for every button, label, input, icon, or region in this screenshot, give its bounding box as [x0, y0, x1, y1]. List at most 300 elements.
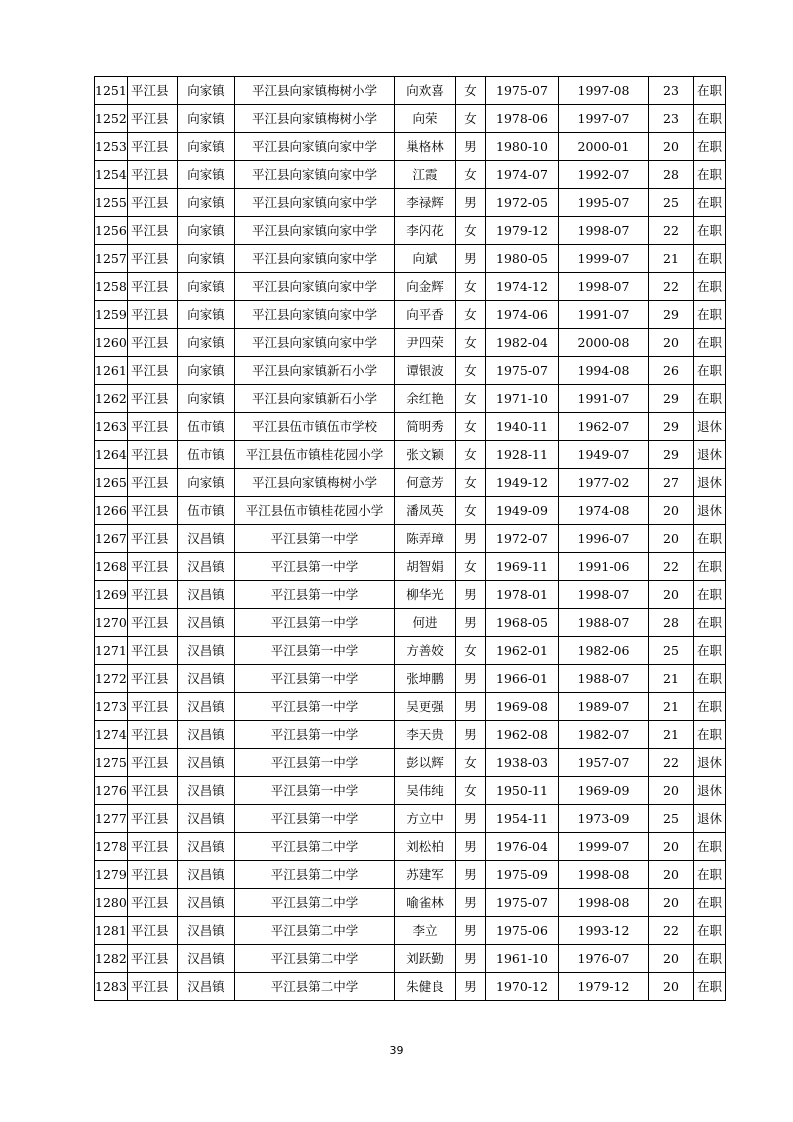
cell-county: 平江县	[128, 609, 178, 637]
cell-town: 汉昌镇	[178, 693, 235, 721]
cell-gender: 男	[456, 665, 486, 693]
cell-sequence-number: 1267	[95, 525, 128, 553]
cell-work-start-date: 1998-08	[559, 889, 649, 917]
cell-county: 平江县	[128, 133, 178, 161]
table-row	[95, 945, 726, 973]
cell-name: 尹四荣	[395, 329, 456, 357]
cell-years: 25	[649, 805, 694, 833]
cell-name: 向平香	[395, 301, 456, 329]
cell-school: 平江县向家镇向家中学	[235, 273, 395, 301]
cell-gender: 男	[456, 945, 486, 973]
cell-gender: 女	[456, 413, 486, 441]
cell-birth-date: 1975-06	[486, 917, 559, 945]
cell-work-start-date: 1957-07	[559, 749, 649, 777]
cell-school: 平江县第一中学	[235, 609, 395, 637]
cell-work-start-date: 1974-08	[559, 497, 649, 525]
cell-years: 20	[649, 329, 694, 357]
cell-status: 在职	[694, 245, 726, 273]
cell-status: 在职	[694, 133, 726, 161]
cell-sequence-number: 1260	[95, 329, 128, 357]
cell-county: 平江县	[128, 105, 178, 133]
cell-county: 平江县	[128, 469, 178, 497]
cell-years: 28	[649, 161, 694, 189]
cell-town: 伍市镇	[178, 413, 235, 441]
cell-county: 平江县	[128, 525, 178, 553]
cell-school: 平江县伍市镇桂花园小学	[235, 441, 395, 469]
cell-years: 22	[649, 749, 694, 777]
cell-work-start-date: 1988-07	[559, 665, 649, 693]
cell-county: 平江县	[128, 413, 178, 441]
cell-town: 伍市镇	[178, 497, 235, 525]
table-row	[95, 665, 726, 693]
cell-years: 20	[649, 133, 694, 161]
cell-town: 向家镇	[178, 133, 235, 161]
cell-sequence-number: 1257	[95, 245, 128, 273]
cell-birth-date: 1949-09	[486, 497, 559, 525]
cell-school: 平江县第二中学	[235, 889, 395, 917]
cell-name: 吴伟纯	[395, 777, 456, 805]
cell-birth-date: 1975-07	[486, 889, 559, 917]
table-row	[95, 805, 726, 833]
cell-status: 在职	[694, 833, 726, 861]
cell-years: 23	[649, 105, 694, 133]
cell-town: 汉昌镇	[178, 861, 235, 889]
cell-work-start-date: 1969-09	[559, 777, 649, 805]
cell-sequence-number: 1281	[95, 917, 128, 945]
cell-school: 平江县向家镇向家中学	[235, 161, 395, 189]
cell-town: 伍市镇	[178, 441, 235, 469]
cell-name: 喻雀林	[395, 889, 456, 917]
cell-town: 向家镇	[178, 189, 235, 217]
cell-years: 29	[649, 385, 694, 413]
cell-name: 何意芳	[395, 469, 456, 497]
cell-school: 平江县第一中学	[235, 693, 395, 721]
cell-county: 平江县	[128, 245, 178, 273]
cell-work-start-date: 1998-07	[559, 273, 649, 301]
cell-status: 在职	[694, 105, 726, 133]
cell-sequence-number: 1256	[95, 217, 128, 245]
cell-gender: 女	[456, 385, 486, 413]
cell-status: 在职	[694, 329, 726, 357]
cell-status: 退休	[694, 441, 726, 469]
cell-school: 平江县第一中学	[235, 665, 395, 693]
cell-work-start-date: 1988-07	[559, 609, 649, 637]
cell-status: 退休	[694, 805, 726, 833]
cell-name: 余红艳	[395, 385, 456, 413]
cell-years: 20	[649, 525, 694, 553]
cell-name: 李立	[395, 917, 456, 945]
cell-sequence-number: 1258	[95, 273, 128, 301]
table-row	[95, 413, 726, 441]
cell-status: 在职	[694, 693, 726, 721]
cell-birth-date: 1978-01	[486, 581, 559, 609]
cell-gender: 女	[456, 217, 486, 245]
cell-gender: 女	[456, 469, 486, 497]
table-row	[95, 301, 726, 329]
cell-town: 汉昌镇	[178, 665, 235, 693]
cell-county: 平江县	[128, 77, 178, 105]
table-row	[95, 105, 726, 133]
table-row	[95, 637, 726, 665]
roster-body	[95, 77, 726, 1001]
cell-school: 平江县第一中学	[235, 805, 395, 833]
cell-years: 25	[649, 637, 694, 665]
cell-sequence-number: 1264	[95, 441, 128, 469]
cell-work-start-date: 1995-07	[559, 189, 649, 217]
cell-town: 汉昌镇	[178, 777, 235, 805]
cell-status: 退休	[694, 413, 726, 441]
cell-name: 柳华光	[395, 581, 456, 609]
cell-county: 平江县	[128, 217, 178, 245]
cell-school: 平江县第一中学	[235, 721, 395, 749]
cell-county: 平江县	[128, 861, 178, 889]
cell-name: 向斌	[395, 245, 456, 273]
cell-school: 平江县向家镇梅树小学	[235, 469, 395, 497]
table-row	[95, 609, 726, 637]
cell-sequence-number: 1253	[95, 133, 128, 161]
cell-gender: 男	[456, 805, 486, 833]
cell-county: 平江县	[128, 497, 178, 525]
cell-name: 刘跃勤	[395, 945, 456, 973]
cell-town: 汉昌镇	[178, 637, 235, 665]
cell-work-start-date: 2000-08	[559, 329, 649, 357]
cell-birth-date: 1972-05	[486, 189, 559, 217]
cell-status: 在职	[694, 525, 726, 553]
cell-county: 平江县	[128, 385, 178, 413]
cell-gender: 男	[456, 693, 486, 721]
cell-sequence-number: 1276	[95, 777, 128, 805]
cell-work-start-date: 1993-12	[559, 917, 649, 945]
cell-status: 在职	[694, 973, 726, 1001]
cell-work-start-date: 1962-07	[559, 413, 649, 441]
cell-sequence-number: 1252	[95, 105, 128, 133]
cell-years: 29	[649, 413, 694, 441]
cell-work-start-date: 1949-07	[559, 441, 649, 469]
cell-status: 在职	[694, 189, 726, 217]
cell-work-start-date: 1998-07	[559, 217, 649, 245]
cell-county: 平江县	[128, 581, 178, 609]
cell-name: 谭银波	[395, 357, 456, 385]
cell-school: 平江县伍市镇桂花园小学	[235, 497, 395, 525]
cell-birth-date: 1968-05	[486, 609, 559, 637]
cell-birth-date: 1974-12	[486, 273, 559, 301]
cell-gender: 女	[456, 553, 486, 581]
cell-school: 平江县第二中学	[235, 861, 395, 889]
cell-town: 向家镇	[178, 273, 235, 301]
cell-years: 21	[649, 693, 694, 721]
cell-status: 在职	[694, 161, 726, 189]
cell-birth-date: 1974-06	[486, 301, 559, 329]
cell-years: 29	[649, 441, 694, 469]
cell-sequence-number: 1280	[95, 889, 128, 917]
cell-town: 汉昌镇	[178, 973, 235, 1001]
cell-school: 平江县第一中学	[235, 581, 395, 609]
cell-years: 22	[649, 917, 694, 945]
cell-name: 张文颖	[395, 441, 456, 469]
cell-years: 28	[649, 609, 694, 637]
cell-county: 平江县	[128, 777, 178, 805]
cell-county: 平江县	[128, 945, 178, 973]
cell-town: 向家镇	[178, 77, 235, 105]
cell-work-start-date: 1992-07	[559, 161, 649, 189]
cell-gender: 女	[456, 77, 486, 105]
cell-gender: 女	[456, 441, 486, 469]
cell-work-start-date: 1994-08	[559, 357, 649, 385]
cell-years: 20	[649, 833, 694, 861]
table-row	[95, 525, 726, 553]
cell-town: 向家镇	[178, 385, 235, 413]
cell-sequence-number: 1278	[95, 833, 128, 861]
cell-gender: 女	[456, 497, 486, 525]
cell-county: 平江县	[128, 357, 178, 385]
cell-birth-date: 1978-06	[486, 105, 559, 133]
cell-work-start-date: 1999-07	[559, 245, 649, 273]
cell-birth-date: 1975-09	[486, 861, 559, 889]
cell-years: 20	[649, 973, 694, 1001]
cell-county: 平江县	[128, 805, 178, 833]
cell-years: 25	[649, 189, 694, 217]
cell-status: 在职	[694, 581, 726, 609]
cell-work-start-date: 1991-06	[559, 553, 649, 581]
cell-county: 平江县	[128, 693, 178, 721]
cell-status: 在职	[694, 301, 726, 329]
cell-sequence-number: 1270	[95, 609, 128, 637]
cell-years: 20	[649, 861, 694, 889]
cell-sequence-number: 1277	[95, 805, 128, 833]
cell-school: 平江县第一中学	[235, 553, 395, 581]
cell-name: 张坤鹏	[395, 665, 456, 693]
cell-town: 汉昌镇	[178, 833, 235, 861]
cell-sequence-number: 1251	[95, 77, 128, 105]
cell-status: 在职	[694, 917, 726, 945]
cell-town: 汉昌镇	[178, 553, 235, 581]
cell-years: 20	[649, 777, 694, 805]
cell-status: 在职	[694, 665, 726, 693]
cell-years: 20	[649, 945, 694, 973]
table-row	[95, 553, 726, 581]
cell-sequence-number: 1282	[95, 945, 128, 973]
cell-sequence-number: 1266	[95, 497, 128, 525]
cell-status: 在职	[694, 945, 726, 973]
cell-town: 汉昌镇	[178, 889, 235, 917]
cell-work-start-date: 2000-01	[559, 133, 649, 161]
cell-work-start-date: 1998-07	[559, 581, 649, 609]
cell-birth-date: 1980-05	[486, 245, 559, 273]
cell-town: 向家镇	[178, 217, 235, 245]
cell-sequence-number: 1272	[95, 665, 128, 693]
cell-status: 在职	[694, 637, 726, 665]
cell-school: 平江县向家镇梅树小学	[235, 77, 395, 105]
cell-county: 平江县	[128, 161, 178, 189]
cell-birth-date: 1969-08	[486, 693, 559, 721]
cell-birth-date: 1979-12	[486, 217, 559, 245]
cell-school: 平江县向家镇新石小学	[235, 357, 395, 385]
cell-work-start-date: 1997-08	[559, 77, 649, 105]
cell-status: 在职	[694, 889, 726, 917]
cell-name: 胡智娟	[395, 553, 456, 581]
cell-gender: 男	[456, 833, 486, 861]
table-row	[95, 245, 726, 273]
cell-sequence-number: 1275	[95, 749, 128, 777]
cell-birth-date: 1954-11	[486, 805, 559, 833]
cell-status: 退休	[694, 469, 726, 497]
cell-birth-date: 1938-03	[486, 749, 559, 777]
cell-town: 汉昌镇	[178, 525, 235, 553]
cell-birth-date: 1962-08	[486, 721, 559, 749]
cell-town: 向家镇	[178, 161, 235, 189]
cell-sequence-number: 1262	[95, 385, 128, 413]
cell-gender: 男	[456, 189, 486, 217]
cell-school: 平江县第一中学	[235, 525, 395, 553]
table-row	[95, 889, 726, 917]
page-number: 39	[389, 1044, 404, 1057]
cell-gender: 女	[456, 357, 486, 385]
cell-status: 退休	[694, 777, 726, 805]
cell-work-start-date: 1997-07	[559, 105, 649, 133]
cell-work-start-date: 1979-12	[559, 973, 649, 1001]
cell-county: 平江县	[128, 889, 178, 917]
table-row	[95, 161, 726, 189]
cell-sequence-number: 1274	[95, 721, 128, 749]
table-row	[95, 721, 726, 749]
cell-town: 向家镇	[178, 357, 235, 385]
cell-work-start-date: 1991-07	[559, 301, 649, 329]
cell-county: 平江县	[128, 721, 178, 749]
cell-gender: 男	[456, 889, 486, 917]
cell-years: 20	[649, 581, 694, 609]
cell-work-start-date: 1982-06	[559, 637, 649, 665]
cell-name: 李禄辉	[395, 189, 456, 217]
cell-sequence-number: 1259	[95, 301, 128, 329]
cell-work-start-date: 1996-07	[559, 525, 649, 553]
table-row	[95, 385, 726, 413]
cell-years: 21	[649, 665, 694, 693]
cell-name: 方善姣	[395, 637, 456, 665]
cell-sequence-number: 1255	[95, 189, 128, 217]
cell-birth-date: 1975-07	[486, 357, 559, 385]
table-row	[95, 777, 726, 805]
cell-work-start-date: 1977-02	[559, 469, 649, 497]
cell-sequence-number: 1268	[95, 553, 128, 581]
cell-school: 平江县第二中学	[235, 917, 395, 945]
cell-name: 向荣	[395, 105, 456, 133]
cell-name: 李闪花	[395, 217, 456, 245]
cell-school: 平江县向家镇向家中学	[235, 301, 395, 329]
cell-county: 平江县	[128, 441, 178, 469]
cell-town: 向家镇	[178, 105, 235, 133]
table-row	[95, 833, 726, 861]
table-row	[95, 693, 726, 721]
cell-gender: 男	[456, 525, 486, 553]
cell-name: 向欢喜	[395, 77, 456, 105]
cell-name: 李天贵	[395, 721, 456, 749]
cell-gender: 男	[456, 973, 486, 1001]
cell-town: 汉昌镇	[178, 749, 235, 777]
cell-work-start-date: 1999-07	[559, 833, 649, 861]
cell-years: 26	[649, 357, 694, 385]
cell-town: 汉昌镇	[178, 917, 235, 945]
cell-birth-date: 1982-04	[486, 329, 559, 357]
cell-name: 吴更强	[395, 693, 456, 721]
cell-status: 在职	[694, 357, 726, 385]
cell-town: 向家镇	[178, 329, 235, 357]
table-row	[95, 133, 726, 161]
cell-sequence-number: 1273	[95, 693, 128, 721]
cell-name: 何进	[395, 609, 456, 637]
cell-school: 平江县向家镇向家中学	[235, 133, 395, 161]
cell-status: 在职	[694, 553, 726, 581]
cell-school: 平江县第二中学	[235, 973, 395, 1001]
cell-county: 平江县	[128, 553, 178, 581]
cell-school: 平江县向家镇梅树小学	[235, 105, 395, 133]
cell-work-start-date: 1989-07	[559, 693, 649, 721]
cell-birth-date: 1961-10	[486, 945, 559, 973]
cell-gender: 男	[456, 721, 486, 749]
table-row	[95, 973, 726, 1001]
cell-school: 平江县第一中学	[235, 637, 395, 665]
cell-gender: 女	[456, 637, 486, 665]
cell-town: 汉昌镇	[178, 805, 235, 833]
cell-gender: 女	[456, 273, 486, 301]
cell-name: 陈弄璋	[395, 525, 456, 553]
cell-birth-date: 1976-04	[486, 833, 559, 861]
cell-name: 彭以辉	[395, 749, 456, 777]
table-row	[95, 581, 726, 609]
cell-town: 汉昌镇	[178, 581, 235, 609]
cell-birth-date: 1950-11	[486, 777, 559, 805]
cell-status: 在职	[694, 609, 726, 637]
cell-years: 23	[649, 77, 694, 105]
cell-sequence-number: 1263	[95, 413, 128, 441]
table-row	[95, 77, 726, 105]
cell-town: 汉昌镇	[178, 609, 235, 637]
cell-name: 简明秀	[395, 413, 456, 441]
cell-school: 平江县伍市镇伍市学校	[235, 413, 395, 441]
cell-status: 在职	[694, 861, 726, 889]
cell-birth-date: 1975-07	[486, 77, 559, 105]
cell-county: 平江县	[128, 665, 178, 693]
cell-gender: 女	[456, 301, 486, 329]
cell-name: 巢格林	[395, 133, 456, 161]
cell-gender: 男	[456, 133, 486, 161]
cell-county: 平江县	[128, 301, 178, 329]
table-row	[95, 217, 726, 245]
cell-work-start-date: 1998-08	[559, 861, 649, 889]
table-row	[95, 441, 726, 469]
cell-birth-date: 1928-11	[486, 441, 559, 469]
cell-school: 平江县向家镇向家中学	[235, 217, 395, 245]
table-row	[95, 497, 726, 525]
cell-town: 向家镇	[178, 469, 235, 497]
table-row	[95, 861, 726, 889]
table-row	[95, 469, 726, 497]
table-row	[95, 189, 726, 217]
cell-name: 方立中	[395, 805, 456, 833]
cell-county: 平江县	[128, 637, 178, 665]
cell-school: 平江县第一中学	[235, 749, 395, 777]
cell-town: 汉昌镇	[178, 721, 235, 749]
cell-sequence-number: 1269	[95, 581, 128, 609]
cell-birth-date: 1962-01	[486, 637, 559, 665]
cell-name: 向金辉	[395, 273, 456, 301]
cell-name: 潘凤英	[395, 497, 456, 525]
cell-gender: 男	[456, 581, 486, 609]
cell-school: 平江县向家镇向家中学	[235, 245, 395, 273]
cell-school: 平江县第二中学	[235, 833, 395, 861]
cell-school: 平江县向家镇新石小学	[235, 385, 395, 413]
table-row	[95, 357, 726, 385]
cell-county: 平江县	[128, 189, 178, 217]
